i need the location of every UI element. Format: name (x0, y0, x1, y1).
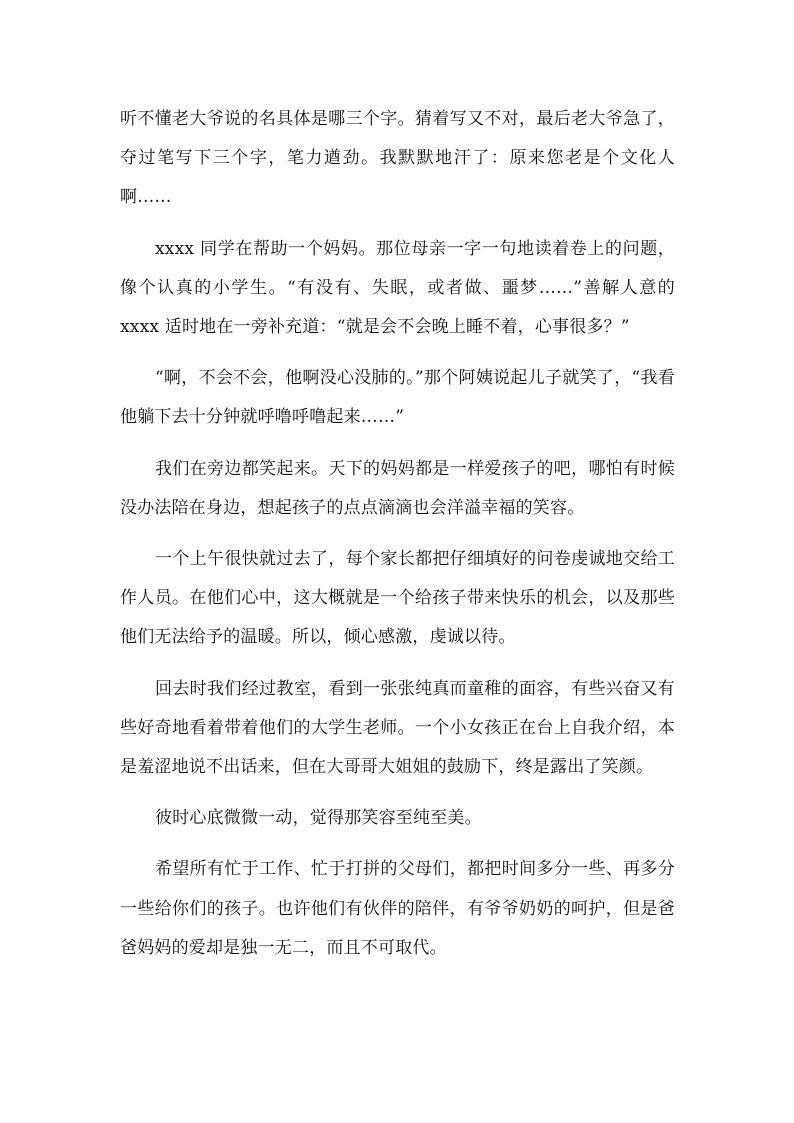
paragraph-classroom: 回去时我们经过教室，看到一张张纯真而童稚的面容，有些兴奋又有些好奇地看着带着他们的大学生老师。一个小女孩正在台上自我介绍，本是羞涩地说不出话来，但在大哥哥大姐姐的鼓励下，终是露出了笑颜。 (120, 678, 675, 778)
paragraph-smile: 彼时心底微微一动，觉得那笑容至纯至美。 (155, 808, 482, 829)
paragraph-hope: 希望所有忙于工作、忙于打拼的父母们，都把时间多分一些、再多分一些给你们的孩子。也许他们有伙伴的陪伴，有爷爷奶奶的呵护，但是爸爸妈妈的爱却是独一无二，而且不可取代。 (120, 859, 675, 958)
paragraph-laughter: 我们在旁边都笑起来。天下的妈妈都是一样爱孩子的吧，哪怕有时候没办法陪在身边，想起孩子的点点滴滴也会洋溢幸福的笑容。 (120, 458, 675, 518)
paragraph-mother-survey: xxxx 同学在帮助一个妈妈。那位母亲一字一句地读着卷上的问题，像个认真的小学生。“有没有、失眠，或者做、噩梦……”善解人意的 xxxx 适时地在一旁补充道：“就是会不会晚上睡不着，心事很多？” (120, 238, 675, 338)
paragraph-aunt-reply: “啊，不会不会，他啊没心没肺的。”那个阿姨说起儿子就笑了，“我看他躺下去十分钟就呼噜呼噜起来……” (120, 368, 675, 428)
document-body (120, 100, 675, 980)
paragraph-continuation: 听不懂老大爷说的名具体是哪三个字。猜着写又不对，最后老大爷急了，夺过笔写下三个字，笔力遒劲。我默默地汗了：原来您老是个文化人啊…… (120, 109, 675, 208)
paragraph-morning: 一个上午很快就过去了，每个家长都把仔细填好的问卷虔诚地交给工作人员。在他们心中，这大概就是一个给孩子带来快乐的机会，以及那些他们无法给予的温暖。所以，倾心感激，虔诚以待。 (120, 549, 675, 648)
